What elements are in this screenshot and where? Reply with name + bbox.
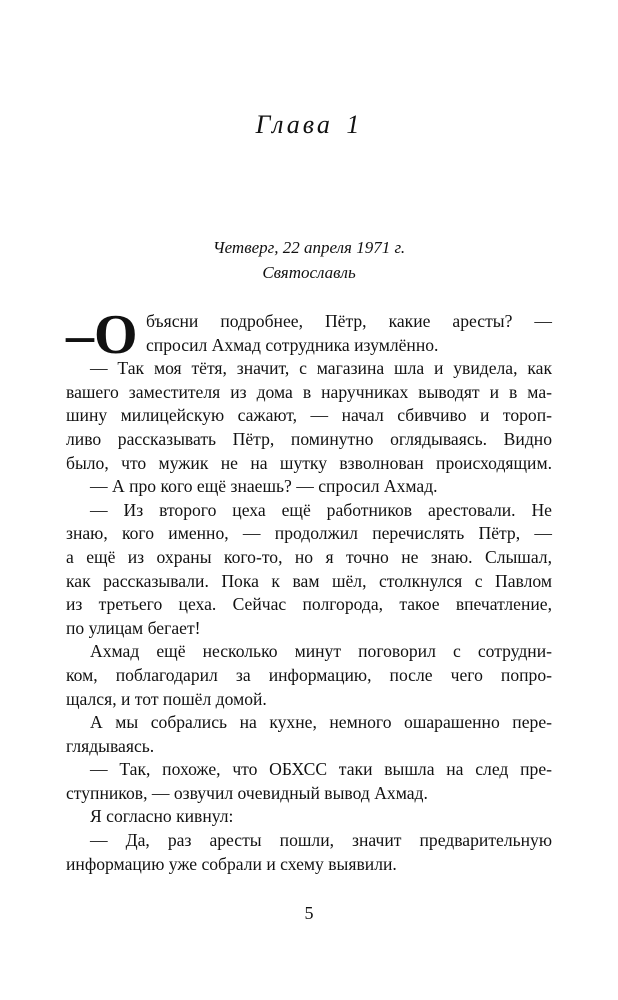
text-line: Я согласно кивнул: [90, 806, 234, 827]
dateline: Четверг, 22 апреля 1971 г. [212, 238, 406, 257]
text-line: щался, и тот пошёл домой. [66, 688, 267, 709]
body-lines [66, 357, 552, 876]
place-name: Святославль [262, 263, 356, 282]
text-line: ступников, — озвучил очевидный вывод Ахмад. [66, 782, 428, 803]
text-line: было, что мужик не на шутку взволнован происходящим. [66, 452, 552, 473]
drop-cap-lines [146, 310, 552, 357]
text-line: информацию уже собрали и схему выявили. [66, 853, 397, 874]
text-line: вашего заместителя из дома в наручниках выводят и в ма- [66, 381, 552, 402]
text-line: спросил Ахмад сотрудника изумлённо. [146, 334, 439, 355]
text-line: ливо рассказывать Пётр, поминутно оглядываясь. Видно [66, 428, 552, 449]
text-line: как рассказывали. Пока к вам шёл, столкнулся с Павлом [66, 570, 552, 591]
text-line: ком, поблагодарил за информацию, после чего попро- [66, 664, 552, 685]
text-line: шину милицейскую сажают, — начал сбивчиво и тороп- [66, 405, 552, 426]
body-text [66, 304, 552, 876]
text-line: — А про кого ещё знаешь? — спросил Ахмад. [90, 476, 438, 497]
drop-cap: –О [66, 304, 138, 366]
text-line: — Из второго цеха ещё работников арестовали. Не [90, 499, 552, 520]
text-line: Ахмад ещё несколько минут поговорил с сотрудни- [90, 641, 552, 662]
drop-cap-paragraph-start [66, 304, 552, 366]
text-line: бъясни подробнее, Пётр, какие аресты? — [146, 311, 552, 331]
text-line: — Так, похоже, что ОБХСС таки вышла на след пре- [90, 759, 552, 780]
page-number: 5 [304, 903, 314, 923]
text-line: — Так моя тётя, значит, с магазина шла и увидела, как [90, 358, 552, 379]
text-line: по улицам бегает! [66, 617, 201, 638]
text-line: а ещё из охраны кого-то, но я точно не знаю. Слышал, [66, 546, 552, 567]
chapter-title: Глава 1 [255, 110, 363, 139]
text-line: глядываясь. [66, 735, 155, 756]
text-line: знаю, кого именно, — продолжил перечислять Пётр, — [66, 523, 552, 544]
text-line: из третьего цеха. Сейчас полгорода, такое впечатление, [66, 594, 552, 615]
text-line: А мы собрались на кухне, немного ошарашенно пере- [90, 712, 552, 733]
text-line: — Да, раз аресты пошли, значит предварительную [90, 830, 552, 851]
